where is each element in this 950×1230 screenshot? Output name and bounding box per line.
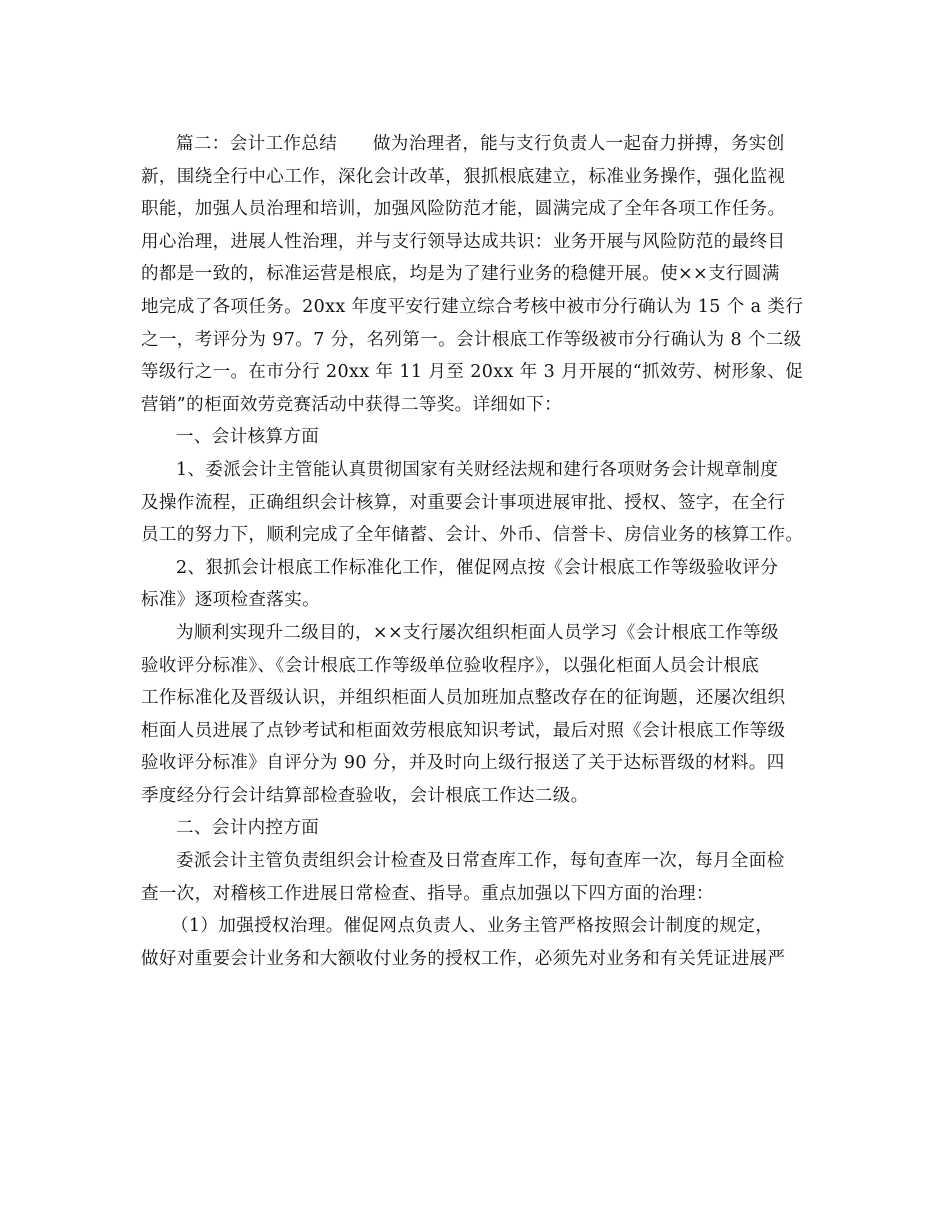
text-line: 篇二：会计工作总结 做为治理者，能与支行负责人一起奋力拼搏，务实创 — [176, 134, 785, 154]
text-line: 做好对重要会计业务和大额收付业务的授权工作，必须先对业务和有关凭证进展严 — [141, 948, 786, 969]
text-line: 的都是一致的，标准运营是根底，均是为了建行业务的稳健开展。使××支行圆满 — [141, 264, 780, 285]
text-line: 2、狠抓会计根底工作标准化工作，催促网点按《会计根底工作等级验收评分 — [176, 557, 779, 578]
text-line: 职能，加强人员治理和培训，加强风险防范才能，圆满完成了全年各项工作任务。 — [141, 199, 786, 220]
text-line: 地完成了各项任务。20xx 年度平安行建立综合考核中被市分行确认为 15 个 a 类行 — [141, 296, 804, 317]
text-line: 之一，考评分为 97。7 分，名列第一。会计根底工作等级被市分行确认为 8 个二级 — [141, 329, 802, 350]
text-line: 标准》逐项检查落实。 — [141, 590, 320, 611]
text-line: 员工的努力下，顺利完成了全年储蓄、会计、外币、信誉卡、房信业务的核算工作。 — [141, 525, 804, 546]
text-line: 查一次，对稽核工作进展日常检查、指导。重点加强以下四方面的治理： — [141, 883, 714, 904]
text-line: 为顺利实现升二级目的，××支行屡次组织柜面人员学习《会计根底工作等级 — [176, 622, 779, 643]
text-line: 1、委派会计主管能认真贯彻国家有关财经法规和建行各项财务会计规章制度 — [176, 459, 779, 480]
text-line: （1）加强授权治理。催促网点负责人、业务主管严格按照会计制度的规定， — [171, 916, 774, 937]
text-line: 营销”的柜面效劳竞赛活动中获得二等奖。详细如下： — [141, 394, 563, 415]
text-line: 等级行之一。在市分行 20xx 年 11 月至 20xx 年 3 月开展的“抓效劳、树形象、促 — [141, 362, 804, 383]
text-line: 季度经分行会计结算部检查验收，会计根底工作达二级。 — [141, 785, 589, 806]
section-heading: 二、会计内控方面 — [176, 818, 320, 839]
text-line: 新，围绕全行中心工作，深化会计改革，狠抓根底建立，标准业务操作，强化监视 — [141, 166, 786, 187]
document-body — [141, 128, 811, 975]
text-line: 工作标准化及晋级认识，并组织柜面人员加班加点整改存在的征询题，还屡次组织 — [141, 688, 786, 709]
text-line: 委派会计主管负责组织会计检查及日常查库工作，每旬查库一次，每月全面检 — [176, 851, 785, 872]
text-line: 用心治理，进展人性治理，并与支行领导达成共识：业务开展与风险防范的最终目 — [141, 231, 786, 252]
section-heading: 一、会计核算方面 — [176, 427, 320, 448]
text-line: 验收评分标准》自评分为 90 分，并及时向上级行报送了关于达标晋级的材料。四 — [141, 753, 785, 774]
text-line: 及操作流程，正确组织会计核算，对重要会计事项进展审批、授权、签字，在全行 — [141, 492, 786, 513]
text-line: 柜面人员进展了点钞考试和柜面效劳根底知识考试，最后对照《会计根底工作等级 — [141, 720, 786, 741]
text-line: 验收评分标准》、《会计根底工作等级单位验收程序》，以强化柜面人员会计根底 — [141, 655, 760, 676]
